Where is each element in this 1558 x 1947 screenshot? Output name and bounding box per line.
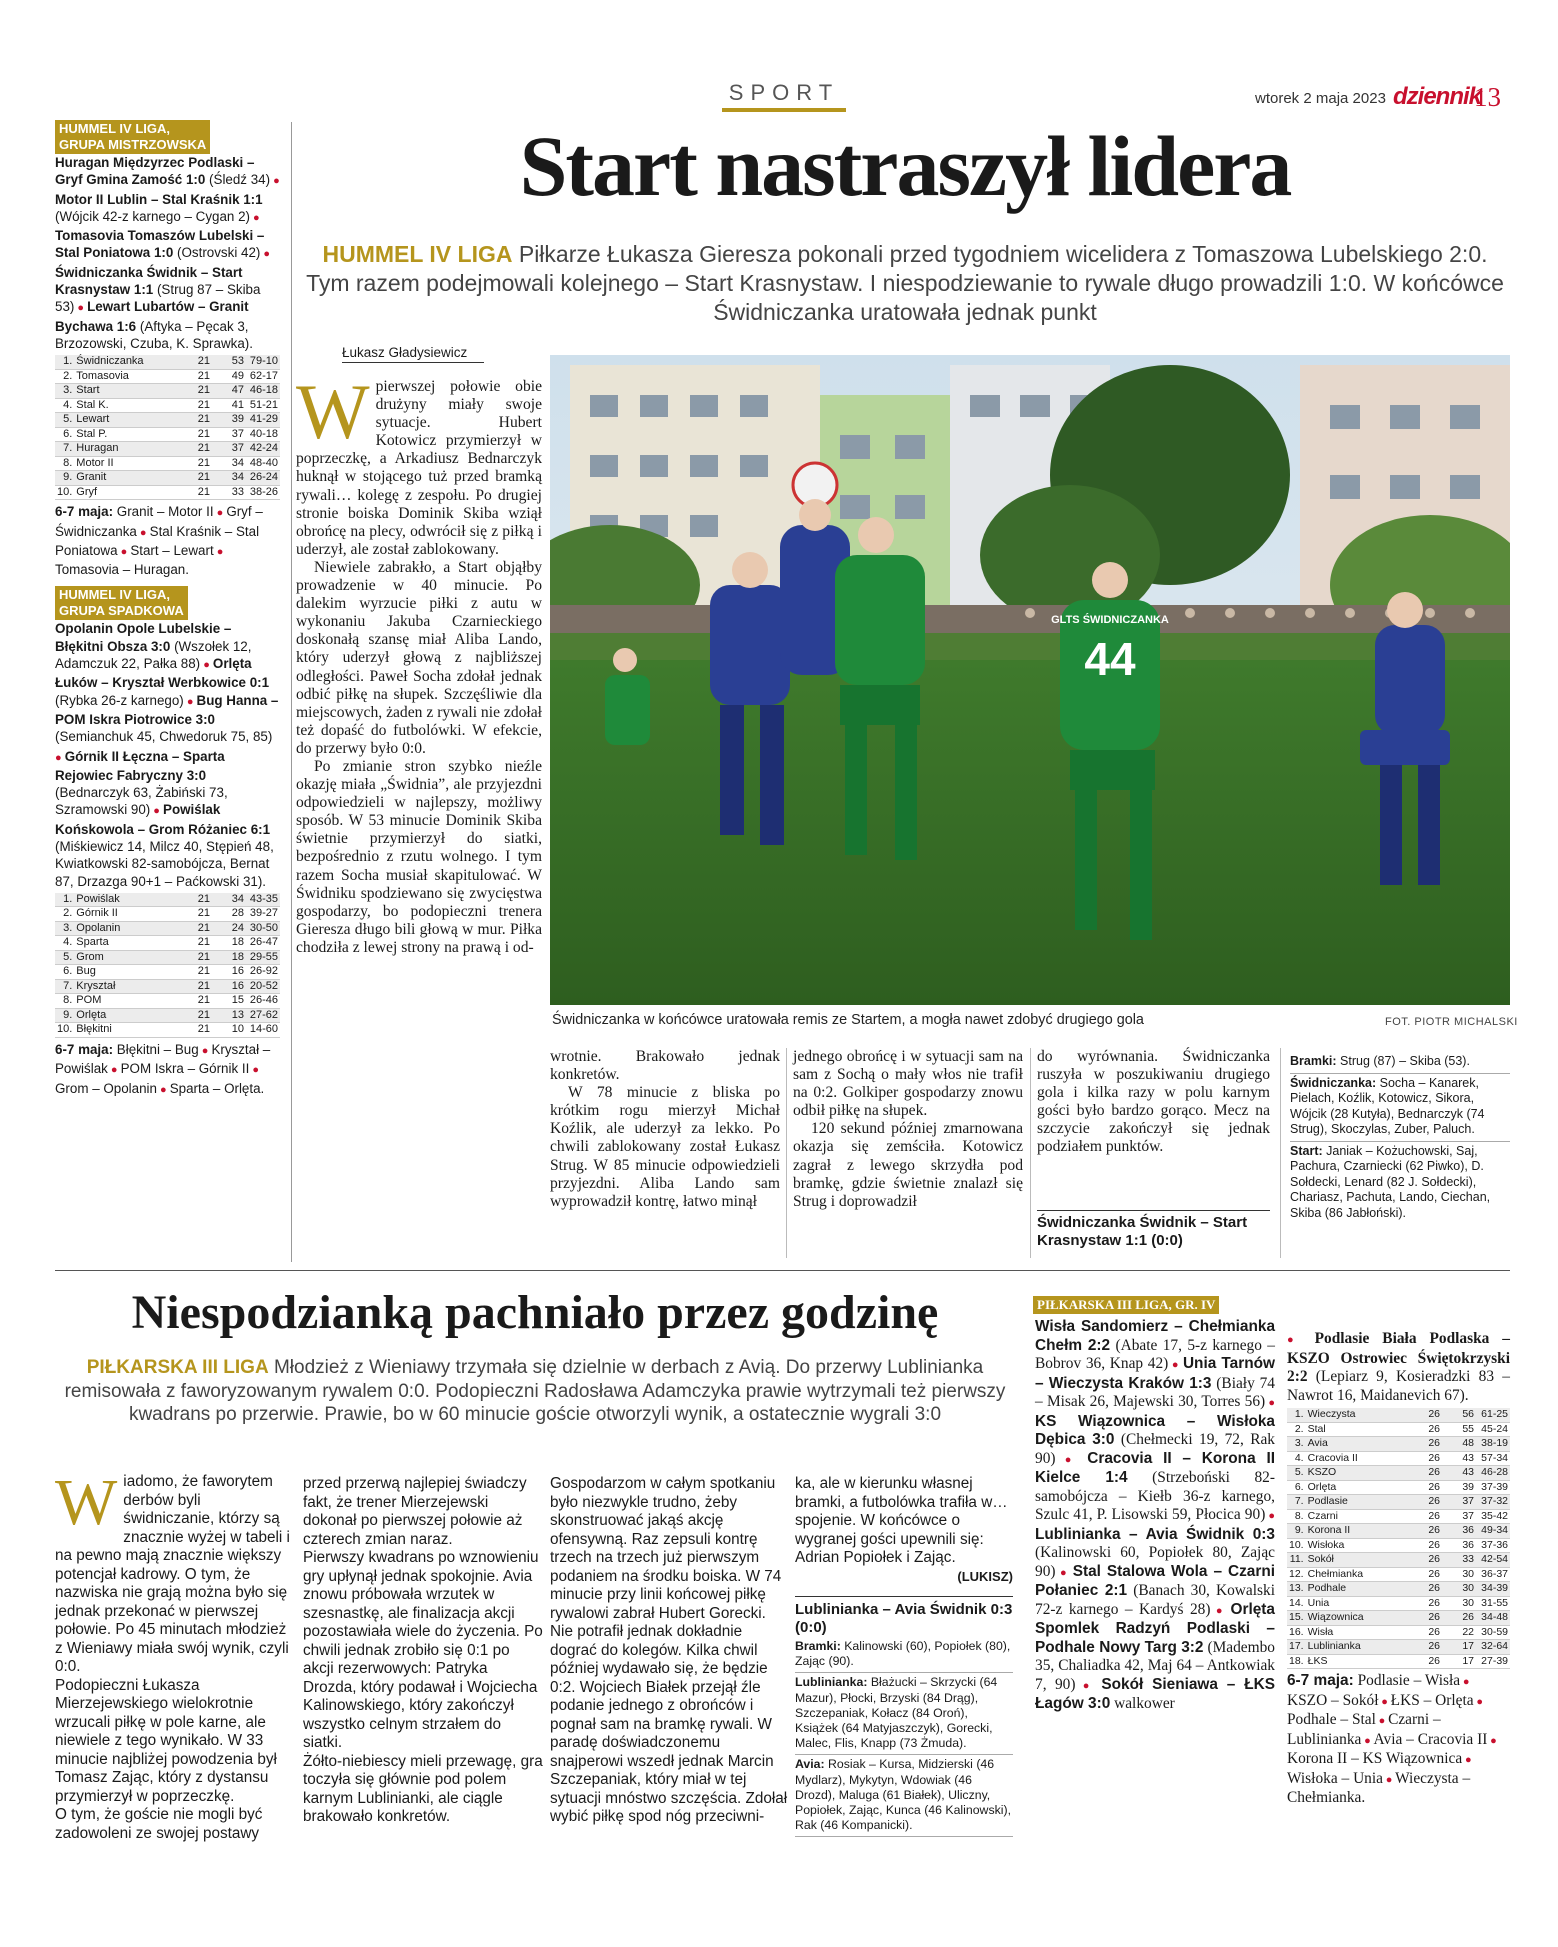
table-row: 6. Orlęta 26 39 37-39 [1287,1480,1510,1495]
lineup-entry: Lublinianka: Błażucki – Skrzycki (64 Mazur), Płocki, Brzyski (84 Drąg), Szczepaniak, Kołacz (84 Oroń), Książek (64 Matyjaszczyk), Gorecki, Malec, Flis, Knapp (73 Żmuda). [795,1673,1013,1755]
bullet-icon: ● [136,526,150,539]
bullet-icon: ● [1210,1604,1231,1617]
match-result: Lewart Lubartów – Granit Bychawa 1:6 [55,299,249,334]
brand-logo: dziennik [1393,83,1482,110]
bullet-icon: ● [55,751,65,764]
bullet-icon: ● [1382,1773,1396,1786]
column-divider [786,1048,787,1258]
column-divider [291,122,292,1262]
jersey-text: GLTS ŚWIDNICZANKA [1051,614,1169,626]
table-row: 1. Świdniczanka 21 53 79-10 [55,355,280,369]
article1-headline: Start nastraszył lidera [519,118,1291,214]
article1-lead: HUMMEL IV LIGA Piłkarze Łukasza Gieresza pokonali przed tygodniem wicelidera z Tomaszowa Lubelskiego 2:0. Tym razem podejmowali kolejnego – Start Krasnystaw. I niespodziewanie to rywale długo prowadzili 1:0. W końcówce Świdniczanka uratowała jednak punkt [306,241,1504,325]
match-photo-illustration [550,355,1510,1005]
match-result: Lublinianka – Avia Świdnik 0:3 [1035,1525,1275,1543]
match-result: Bug Hanna – POM Iskra Piotrowice 3:0 [55,692,279,727]
match-result: Podlasie Biała Podlaska – KSZO Ostrowiec Świętokrzyski 2:2 [1287,1330,1510,1385]
match-result: Wisła Sandomierz – Chełmianka Chełm 2:2 [1035,1318,1275,1354]
results-sidebar [55,120,280,1099]
group1-header: HUMMEL IV LIGA, GRUPA MISTRZOWSKA [55,120,210,154]
table-row: 11. Sokół 26 33 42-54 [1287,1553,1510,1568]
article1-lineups [1290,1052,1510,1224]
article2-lineups [795,1637,1013,1837]
article1-column3: jednego obrońcę i w sytuacji sam na sam z Sochą o mały włos nie trafił na 0:2. Golkiper gospodarzy znowu odbił piłkę na słupek. 120 sekund później zmarnowana okazja się zemściła. Kotowicz zagrał z lewego skrzydła pod bramkę, gdzie świetnie znalazł się Strug i doprowadził [793,1048,1023,1210]
issue-date: wtorek 2 maja 2023 [1255,90,1386,107]
bullet-icon: ● [260,248,271,261]
match-result: Tomasovia Tomaszów Lubelski – Stal Poniatowa 1:0 [55,228,265,261]
match-result: Cracovia II – Korona II Kielce 1:4 [1035,1449,1275,1486]
article2-column1: Wiadomo, że faworytem derbów byli świdniczanie, którzy są znacznie wyżej w tabeli i na pewno mają znacznie większy potencjał kadrowy. O tym, że nazwiska nie grają można było się jednak przekonać w pierwszej połowie. Po 45 minutach młodzież z Wieniawy miała swój wynik, czyli 0:0. Podopieczni Łukasza Mierzejewskiego wielokrotnie wrzucali piłkę w pole karne, ale niewiele z tego wynikało. W 33 minucie najbliżej powodzenia był Tomasz Zając, który z dystansu przymierzył w poprzeczkę. O tym, że goście nie mogli być zadowoleni ze swojej postawy [55,1466,290,1842]
column-divider [1280,1048,1281,1258]
bullet-icon: ● [198,1044,212,1057]
table-row: 18. ŁKS 26 17 27-39 [1289,1654,1508,1667]
match-result: Orlęta Łuków – Kryształ Werbkowice 0:1 [55,656,270,691]
table-row: 9. Korona II 26 36 49-34 [1287,1524,1510,1539]
table-row: 2. Górnik II 21 28 39-27 [55,907,280,922]
bullet-icon: ● [1378,1695,1391,1708]
bullet-icon: ● [156,1083,170,1096]
article1-column4: do wyrównania. Świdniczanka ruszyła w poszukiwaniu drugiego gola i kilka razy w polu karnym gości było bardzo gorąco. Mecz na szczycie zakończył się jednak podziałem punktów. [1037,1048,1270,1156]
photo-caption: Świdniczanka w końcówce uratowała remis ze Startem, a mogła nawet zdobyć drugiego gola [552,1012,1144,1028]
table-row: 5. Lewart 21 39 41-29 [55,413,280,428]
table-row: 8. POM 21 15 26-46 [55,994,280,1009]
match-result: Świdniczanka Świdnik – Start Krasnystaw 1:1 [55,264,243,298]
table-row: 7. Huragan 21 37 42-24 [55,442,280,457]
bullet-icon: ● [107,1064,121,1077]
dropcap: W [296,368,370,455]
table-row: 3. Start 21 47 46-18 [55,384,280,399]
group2-results: Opolanin Opole Lubelskie – Błękitni Obsza 3:0 (Wszołek 12, Adamczuk 22, Pałka 88) ● Orlęta Łuków – Kryształ Werbkowice 0:1 (Rybka 26-z karnego) ● Bug Hanna – POM Iskra Piotrowice 3:0 (Semianchuk 45, Chwedoruk 75, 85) ● Górnik II Łęczna – Sparta Rejowiec Fabryczny 3:0 (Bednarczyk 63, Żabiński 73, Szramowski 90) ● Powiślak Końskowola – Grom Różaniec 6:1 (Miśkiewicz 14, Milcz 40, Stępień 48, Kwiatkowski 82-samobójcza, Bernat 87, Drzazga 90+1 – Paćkowski 31). [55,621,279,889]
iii-liga-table [1287,1408,1510,1669]
table-row: 8. Czarni 26 37 35-42 [1287,1509,1510,1524]
table-row: 14. Unia 26 30 31-55 [1289,1596,1508,1609]
group2-header: HUMMEL IV LIGA, GRUPA SPADKOWA [55,586,188,620]
group1-table [55,355,280,500]
bullet-icon: ● [1075,1679,1102,1692]
match-result: KS Wiązownica – Wisłoka Dębica 3:0 [1035,1412,1275,1448]
table-row: 12. Chełmianka 26 30 36-37 [1289,1567,1508,1580]
bullet-icon: ● [1265,1397,1275,1409]
article1-column2: wrotnie. Brakowało jednak konkretów. W 78 minucie z bliska po krótkim rogu mierzył Michał Koźlik, ale uderzył za lekko. Po chwili zablokowany został Łukasz Strug. W 85 minucie odpowiedzieli przyjezdni. Aliba Lando sam wyprowadził kontrę, łatwo minął [550,1048,780,1210]
match-result: Sokół Sieniawa – ŁKS Łagów 3:0 [1035,1675,1275,1712]
article2-result: Lublinianka – Avia Świdnik 0:3 (0:0) [795,1596,1013,1637]
table-row: 6. Stal P. 21 37 40-18 [55,427,280,442]
bullet-icon: ● [150,805,164,818]
article2-headline: Niespodzianką pachniało przez godzinę [131,1286,939,1339]
article2-lead: PIŁKARSKA III LIGA Młodzież z Wieniawy trzymała się dzielnie w derbach z Avią. Do przerwy Lublinianka remisowała z faworyzowanym rywalem 0:0. Podopieczni Radosława Adamczyka prawie wytrzymali też pierwszy kwadrans po przerwie. Prawie, bo w 60 minucie goście otworzyli wynik, a ostatecznie wygrali 3:0 [64,1357,1006,1425]
table-row: 17. Lublinianka 26 17 32-64 [1289,1640,1508,1652]
table-row: 15. Wiązownica 26 26 34-48 [1289,1611,1508,1623]
table-row: 2. Tomasovia 21 49 62-17 [55,369,280,384]
page-number: 13 [1474,82,1501,112]
table-row: 5. KSZO 26 43 46-28 [1287,1466,1510,1481]
match-result: Powiślak Końskowola – Grom Różaniec 6:1 [55,802,271,837]
bullet-icon: ● [1460,1676,1470,1688]
bullet-icon: ● [213,507,227,520]
photo-credit: FOT. PIOTR MICHALSKI [1385,1016,1518,1028]
article2-column2: przed przerwą najlepiej świadczy fakt, że trener Mierzejewski dokonał po pierwszej połowie aż czterech zmian naraz. Pierwszy kwadrans po wznowieniu gry upłynął jednak spokojnie. Avia znowu próbowała wrzutek w szesnastkę, ale finalizacja akcji pozostawiała wiele do życzenia. Po chwili jednak zrobiło się 0:1 po akcji rezerwowych: Patryka Drozda, który podawał i Wojciecha Kalinowskiego, który zakończył wszystko celnym strzałem do siatki. Żółto-niebiescy mieli przewagę, gra toczyła się głównie pod polem karnym Lublinianki, ale ciągle brakowało konkretów. [303,1475,543,1825]
column-divider [1030,1048,1031,1258]
article2-column4: ka, ale w kierunku własnej bramki, a futbolówka trafiła w… spojenie. W końcówce o wygranej gości upewnili się: Adrian Popiołek i Zając. (LUKISZ) Lublinianka – Avia Świdnik 0:3 (0:0) Bramki: Kalinowski (60), Popiołek (80), Zając (90). Lublinianka: Błażucki – Skrzycki (64 Mazur), Płocki, Brzyski (84 Drąg), Szczepaniak, Kołacz (84 Oroń), Książek (64 Matyjaszczyk), Gorecki, Malec, Flis, Knapp (73 Żmuda). Avia: Rosiak – Kursa, Midzierski (46 Mydlarz), Mykytyn, Wdowiak (46 Drozd), Maluga (61 Białek), Uliczny, Popiołek, Zając, Kunca (46 Kalinowski), Rak (46 Kompanicki). [795,1475,1013,1837]
match-result: Orlęta Spomlek Radzyń Podlaski – Podhale Nowy Targ 3:2 [1035,1600,1275,1656]
match-result: Motor II Lublin – Stal Kraśnik 1:1 [55,191,263,207]
table-row: 1. Powiślak 21 34 43-35 [55,893,280,907]
table-row: 3. Opolanin 21 24 30-50 [55,921,280,936]
article1-result: Świdniczanka Świdnik – Start Krasnystaw 1:1 (0:0) [1037,1210,1270,1250]
bullet-icon: ● [1361,1734,1374,1747]
bullet-icon: ● [1055,1566,1073,1579]
table-row: 10. Błękitni 21 10 14-60 [57,1023,278,1036]
bullet-icon: ● [270,175,280,188]
match-result: Stal Stalowa Wola – Czarni Połaniec 2:1 [1035,1562,1275,1599]
dropcap: W [55,1466,118,1539]
lineup-entry: Świdniczanka: Socha – Kanarek, Pielach, Koźlik, Kotowicz, Sikora, Wójcik (28 Kutyła), Bednarczyk (74 Strug), Skoczylas, Zuber, Paluch. [1290,1074,1510,1142]
lineup-entry: Avia: Rosiak – Kursa, Midzierski (46 Mydlarz), Mykytyn, Wdowiak (46 Drozd), Maluga (61 Białek), Uliczny, Popiołek, Zając, Kunca (46 Kalinowski), Rak (46 Kompanicki). [795,1755,1013,1837]
group1-next-fixtures: 6-7 maja: Granit – Motor II ● Gryf – Świdniczanka ● Stal Kraśnik – Stal Poniatowa ● Start – Lewart ● Tomasovia – Huragan. [55,504,263,578]
match-result: Górnik II Łęczna – Sparta Rejowiec Fabryczny 3:0 [55,748,225,783]
table-row: 1. Wieczysta 26 56 61-25 [1287,1408,1510,1422]
table-row: 4. Sparta 21 18 26-47 [55,936,280,951]
bullet-icon: ● [1462,1754,1472,1766]
bullet-icon: ● [1375,1715,1389,1727]
lineup-entry: Bramki: Strug (87) – Skiba (53). [1290,1052,1510,1074]
group2-table [55,893,280,1038]
bullet-icon: ● [250,211,260,224]
bullet-icon: ● [200,659,213,672]
bullet-icon: ● [1168,1359,1183,1371]
bullet-icon: ● [1487,1734,1497,1747]
table-row: 8. Motor II 21 34 48-40 [55,456,280,471]
match-photo [550,355,1510,1005]
section-label: SPORT [728,80,840,105]
table-row: 10. Wisłoka 26 36 37-36 [1289,1538,1508,1551]
section-divider [55,1270,1510,1271]
bullet-icon: ● [74,302,88,315]
table-row: 13. Podhale 26 30 34-39 [1289,1582,1508,1594]
bullet-icon: ● [249,1064,260,1077]
iii-liga-results: Wisła Sandomierz – Chełmianka Chełm 2:2 (Abate 17, 5-z karnego – Bobrov 36, Knap 42) ● Unia Tarnów – Wieczysta Kraków 1:3 (Biały 74 – Misak 26, Majewski 30, Torres 56) ● KS Wiązownica – Wisłoka Dębica 3:0 (Chełmecki 19, 72, Rak 90) ● Cracovia II – Korona II Kielce 1:4 (Strzeboński 82-samobójcza – Kiełb 36-z karnego, Szulc 41, P. Lisowski 59, Płocica 90) ● Lublinianka – Avia Świdnik 0:3 (Kalinowski 60, Popiołek 80, Zając 90) ● Stal Stalowa Wola – Czarni Połaniec 2:1 (Banach 30, Kowalski 72-z karnego – Kardyś 28) ● Orlęta Spomlek Radzyń Podlaski – Podhale Nowy Targ 3:2 (Madembo 35, Chaliadka 42, Maj 64 – Antkowiak 7, 90) ● Sokół Sieniawa – ŁKS Łagów 3:0 walkower [1035,1318,1276,1712]
table-row: 4. Cracovia II 26 43 57-34 [1287,1451,1510,1466]
table-row: 4. Stal K. 21 41 51-21 [55,398,280,413]
bullet-icon: ● [213,545,224,558]
section-underline [722,108,846,112]
article2-column3: Gospodarzom w całym spotkaniu było niezwykle trudno, żeby skonstruować jakąś akcję ofensywną. Raz zepsuli kontrę trzech na trzech już pierwszym podaniem na środku boiska. W 74 minucie przy linii końcowej piłkę rywalowi zabrał Hubert Gorecki. Nie potrafił jednak dokładnie dograć do kolegów. Kilka chwil później wydawało się, że będzie 0:2. Wojciech Białek przejął źle podanie jednego z obrońców i pognał sam na bramkę rywali. W paradę doświadczonemu snajperowi wszedł jednak Marcin Szczepaniak, który miał w tej sytuacji mnóstwo szczęścia. Zdołał wybić piłkę spod nóg przeciwni- [550,1475,788,1825]
table-row: 7. Podlasie 26 37 37-32 [1287,1495,1510,1510]
table-row: 9. Granit 21 34 26-24 [55,471,280,486]
table-row: 3. Avia 26 48 38-19 [1287,1437,1510,1452]
group2-next-fixtures: 6-7 maja: Błękitni – Bug ● Kryształ – Powiślak ● POM Iskra – Górnik II ● Grom – Opolanin ● Sparta – Orlęta. [55,1041,271,1096]
bullet-icon: ● [117,545,131,558]
table-row: 16. Wisła 26 22 30-59 [1289,1625,1508,1638]
article1-byline: Łukasz Gładysiewicz [342,345,484,363]
jersey-number: 44 [1084,633,1136,685]
article1-column1: Wpierwszej połowie obie drużyny miały swoje sytuacje. Hubert Kotowicz przymierzył w poprzeczkę, a Arkadiusz Bednarczyk huknął w stojącego tuż przed bramką rywali… kolegę z zespołu. Po drugiej stronie boiska Dominik Skiba wziął obrońcę na plecy, odwrócił się z piłką i uderzył, ale został zablokowany. Niewiele zabrakło, a Start objąłby prowadzenie w 40 minucie. Po dalekim wyrzucie piłki z autu w wykonaniu Jakuba Czarnieckiego doskonałą szansę miał Aliba Lando, który uderzył głową z najbliższej odległości. Paweł Socha zdołał jednak odbić piłkę na słupek. Szczęśliwie dla miejscowych, żaden z rywali nie zdołał też dopaść do futbolówki. W efekcie, do przerwy było 0:0. Po zmianie stron szybko nieźle okazję miała „Świdnia”, ale przyjezdni odpowiedzieli w najlepszy, możliwy sposób. W 53 minucie Dominik Skiba świetnie przymierzył do siatki, bezpośrednio z rzutu wolnego. I tym razem Socha musiał skapitulować. W Świdniku spodziewano się zwycięstwa gospodarzy, bo podopieczni trenera Gieresza długo bili głową w mur. Piłka chodziła z lewej strony na prawą i od- [296,368,542,956]
bullet-icon: ● [1473,1695,1483,1708]
group1-results: Huragan Międzyrzec Podlaski – Gryf Gmina Zamość 1:0 (Śledź 34) ● Motor II Lublin – Stal Kraśnik 1:1 (Wójcik 42-z karnego – Cygan 2) ● Tomasovia Tomaszów Lubelski – Stal Poniatowa 1:0 (Ostrovski 42) ● Świdniczanka Świdnik – Start Krasnystaw 1:1 (Strug 87 – Skiba 53) ● Lewart Lubartów – Granit Bychawa 1:6 (Aftyka – Pęcak 3, Brzozowski, Czuba, K. Sprawka). [55,155,280,351]
table-row: 2. Stal 26 55 45-24 [1287,1422,1510,1437]
bullet-icon: ● [1287,1334,1315,1346]
bullet-icon: ● [1055,1453,1088,1466]
iii-liga-next-fixtures: 6-7 maja: Podlasie – Wisła ● KSZO – Sokół ● ŁKS – Orlęta ● Podhale – Stal ● Czarni – Lublinianka ● Avia – Cracovia II ● Korona II – KS Wiązownica ● Wisłoka – Unia ● Wieczysta – Chełmianka. [1287,1672,1497,1806]
match-result: Huragan Międzyrzec Podlaski – Gryf Gmina Zamość 1:0 [55,155,255,188]
iii-liga-table-block: ● Podlasie Biała Podlaska – KSZO Ostrowiec Świętokrzyski 2:2 (Lepiarz 9, Kosieradzki 83 – Nawrot 16, Maidanevich 67). 1. Wieczysta 26 56 61-25 2. Stal 26 55 45-24 3. Avia 26 48 38-19 4. Cracovia II 26 43 57-34 5. KSZO 26 43 46-28 6. Orlęta 26 39 37-39 7. Podlasie 26 37 37-32 8. Czarni 26 37 35-42 9. Korona II 26 36 49-34 10. Wisłoka 26 36 37-36 11. Sokół 26 33 42-54 12. Chełmianka 26 30 36-37 13. Podhale 26 30 34-39 14. Unia 26 30 31-55 15. Wiązownica 26 26 34-48 16. Wisła 26 22 30-59 17. Lublinianka 26 17 32-64 18. ŁKS 26 17 27-39 6-7 maja: Podlasie – Wisła ● KSZO – Sokół ● ŁKS – Orlęta ● Podhale – Stal ● Czarni – Lublinianka ● Avia – Cracovia II ● Korona II – KS Wiązownica ● Wisłoka – Unia ● Wieczysta – Chełmianka. [1287,1330,1510,1806]
article2-author: (LUKISZ) [957,1568,1013,1584]
table-row: 10. Gryf 21 33 38-26 [57,485,278,498]
table-row: 7. Kryształ 21 16 20-52 [55,979,280,994]
table-row: 5. Grom 21 18 29-55 [55,950,280,965]
iii-liga-header: PIŁKARSKA III LIGA, GR. IV [1033,1296,1273,1314]
match-result: Opolanin Opole Lubelskie – Błękitni Obsza 3:0 [55,621,232,654]
match-result: Unia Tarnów – Wieczysta Kraków 1:3 [1035,1355,1275,1392]
table-row: 9. Orlęta 21 13 27-62 [55,1008,280,1023]
bullet-icon: ● [1265,1510,1275,1522]
bullet-icon: ● [183,695,197,708]
lineup-entry: Start: Janiak – Kożuchowski, Saj, Pachura, Czarniecki (62 Piwko), D. Sołdecki, Lenard (82 J. Sołdecki), Chariasz, Pachuta, Lando, Ciechan, Skiba (86 Jabłoński). [1290,1143,1491,1220]
table-row: 6. Bug 21 16 26-92 [55,965,280,980]
lineup-entry: Bramki: Kalinowski (60), Popiołek (80), Zając (90). [795,1637,1013,1673]
